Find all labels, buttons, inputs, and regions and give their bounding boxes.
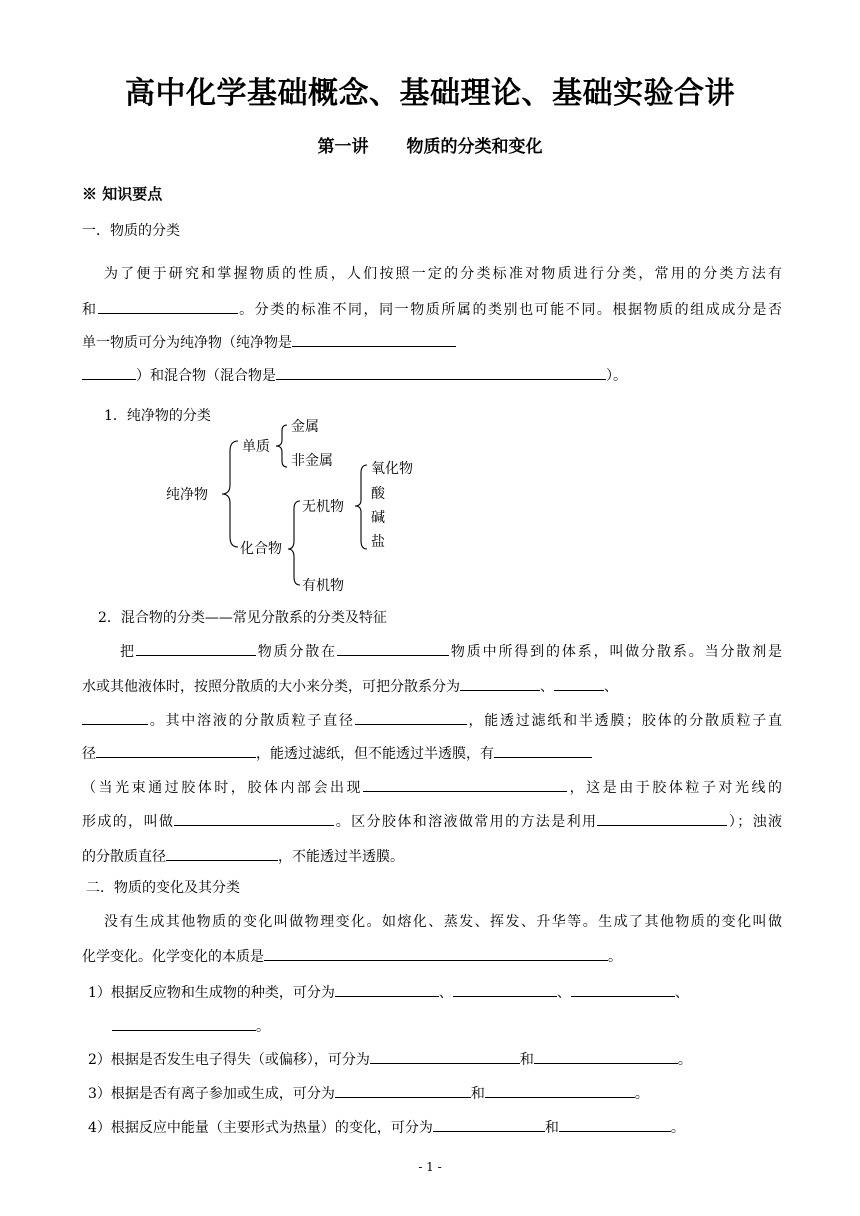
lecture-number: 第一讲 <box>317 137 369 157</box>
tree-metal: 金属 <box>291 419 319 435</box>
text: 和 <box>544 1120 559 1136</box>
tree-simple: 单质 <box>242 439 270 455</box>
text: 。分类的标准不同，同一物质所属的类别也可能不同。根据物质的组成成分是否 <box>237 302 783 318</box>
blank[interactable] <box>355 709 467 725</box>
blank[interactable] <box>460 675 540 691</box>
tree-base: 碱 <box>371 510 385 526</box>
knowledge-heading: ※ 知识要点 <box>82 185 163 203</box>
text: 。 <box>670 1120 685 1136</box>
blank[interactable] <box>136 640 256 656</box>
blank[interactable] <box>597 810 727 826</box>
text: 、 <box>604 679 618 695</box>
text: ，不能透过半透膜。 <box>278 849 404 865</box>
inorganic-brace <box>355 465 367 549</box>
section1-heading: 一．物质的分类 <box>82 223 180 239</box>
section2-heading: 二．物质的变化及其分类 <box>86 880 240 896</box>
text: （当光束通过胶体时，胶体内部会出现 <box>82 780 364 796</box>
simple-brace <box>276 425 287 467</box>
text: 。区分胶体和溶液做常用的方法是利用 <box>334 814 598 830</box>
text: 形成的，叫做 <box>82 814 175 830</box>
blank[interactable] <box>363 776 567 792</box>
tree-root: 纯净物 <box>166 487 208 503</box>
text: 径 <box>82 746 96 762</box>
lecture-name: 物质的分类和变化 <box>406 137 543 157</box>
s2-item3 <box>88 1082 649 1104</box>
text: 。其中溶液的分散质粒子直径 <box>148 713 355 729</box>
text: ，能透过滤纸和半透膜；胶体的分散质粒子直 <box>466 713 783 729</box>
text: 、 <box>438 985 453 1001</box>
blank[interactable] <box>166 845 278 861</box>
s1-p2-line3 <box>82 709 782 731</box>
blank[interactable] <box>96 742 256 758</box>
text: 、 <box>674 985 689 1001</box>
text: 的分散质直径 <box>82 849 166 865</box>
blank[interactable] <box>453 981 557 997</box>
page-number: - 1 - <box>418 1160 442 1174</box>
blank[interactable] <box>370 1048 520 1064</box>
text: 和 <box>82 302 98 318</box>
s1-p1-line1: 为了便于研究和掌握物质的性质，人们按照一定的分类标准对物质进行分类，常用的分类方法有 <box>104 266 782 282</box>
s2-item2 <box>88 1048 692 1070</box>
text: ）。 <box>606 368 627 384</box>
document-title: 高中化学基础概念、基础理论、基础实验合讲 <box>125 76 735 111</box>
tree-oxide: 氧化物 <box>371 461 413 477</box>
text: 、 <box>556 985 571 1001</box>
blank[interactable] <box>554 675 604 691</box>
s2-p1-line2 <box>82 945 622 967</box>
tree-acid: 酸 <box>371 486 385 502</box>
text: 。 <box>608 949 622 965</box>
s2-item4 <box>88 1116 685 1138</box>
text: 化学变化。化学变化的本质是 <box>82 949 264 965</box>
sub1-heading: 1．纯净物的分类 <box>104 408 211 424</box>
text: 和 <box>519 1052 534 1068</box>
blank[interactable] <box>559 1116 671 1132</box>
text: ）；浊液 <box>727 814 783 830</box>
text: 3）根据是否有离子参加或生成，可分为 <box>88 1086 335 1102</box>
tree-nonmetal: 非金属 <box>291 453 333 469</box>
text: 4）根据反应中能量（主要形式为热量）的变化，可分为 <box>88 1120 433 1136</box>
text: 。 <box>634 1086 649 1102</box>
blank[interactable] <box>433 1116 545 1132</box>
s1-p2-line4 <box>82 742 592 764</box>
text: 水或其他液体时，按照分散质的大小来分类，可把分散系分为 <box>82 679 460 695</box>
s1-p2-line1 <box>120 640 782 662</box>
text: 物质中所得到的体系，叫做分散系。当分散剂是 <box>449 644 783 660</box>
blank[interactable] <box>264 945 608 961</box>
blank[interactable] <box>494 742 592 758</box>
s2-item1-line2 <box>112 1015 270 1037</box>
tree-compound: 化合物 <box>240 541 282 557</box>
tree-inorganic: 无机物 <box>302 499 344 515</box>
s1-p2-line7 <box>82 845 404 867</box>
text: 物质分散在 <box>255 644 338 660</box>
tree-salt: 盐 <box>371 534 385 550</box>
s1-p2-line6 <box>82 810 782 832</box>
root-brace <box>222 441 238 547</box>
blank[interactable] <box>112 1015 256 1031</box>
text: 把 <box>120 644 136 660</box>
blank[interactable] <box>82 709 148 725</box>
text: 单一物质可分为纯净物（纯净物是 <box>82 335 292 351</box>
blank[interactable] <box>337 640 449 656</box>
blank[interactable] <box>174 810 334 826</box>
blank[interactable] <box>485 1082 635 1098</box>
tree-organic: 有机物 <box>302 578 344 594</box>
text: 。 <box>677 1052 692 1068</box>
blank[interactable] <box>534 1048 678 1064</box>
text: ）和混合物（混合物是 <box>136 368 276 384</box>
blank[interactable] <box>571 981 675 997</box>
compound-brace <box>288 501 300 585</box>
blank[interactable] <box>335 981 439 997</box>
text: 、 <box>540 679 554 695</box>
text: ，这是由于胶体粒子对光线的 <box>567 780 783 796</box>
text: 。 <box>256 1019 270 1035</box>
text: 2）根据是否发生电子得失（或偏移），可分为 <box>88 1052 370 1068</box>
s1-p2-line5 <box>82 776 782 798</box>
sub2-heading: 2．混合物的分类——常见分散系的分类及特征 <box>98 610 387 626</box>
s1-p2-line2 <box>82 675 618 697</box>
s2-p1-line1: 没有生成其他物质的变化叫做物理变化。如熔化、蒸发、挥发、升华等。生成了其他物质的变化叫做 <box>104 914 782 930</box>
text: 和 <box>470 1086 485 1102</box>
text: ，能透过滤纸，但不能透过半透膜，有 <box>256 746 494 762</box>
s2-item1-line1 <box>88 981 689 1003</box>
text: 1）根据反应物和生成物的种类，可分为 <box>88 985 335 1001</box>
blank[interactable] <box>335 1082 471 1098</box>
